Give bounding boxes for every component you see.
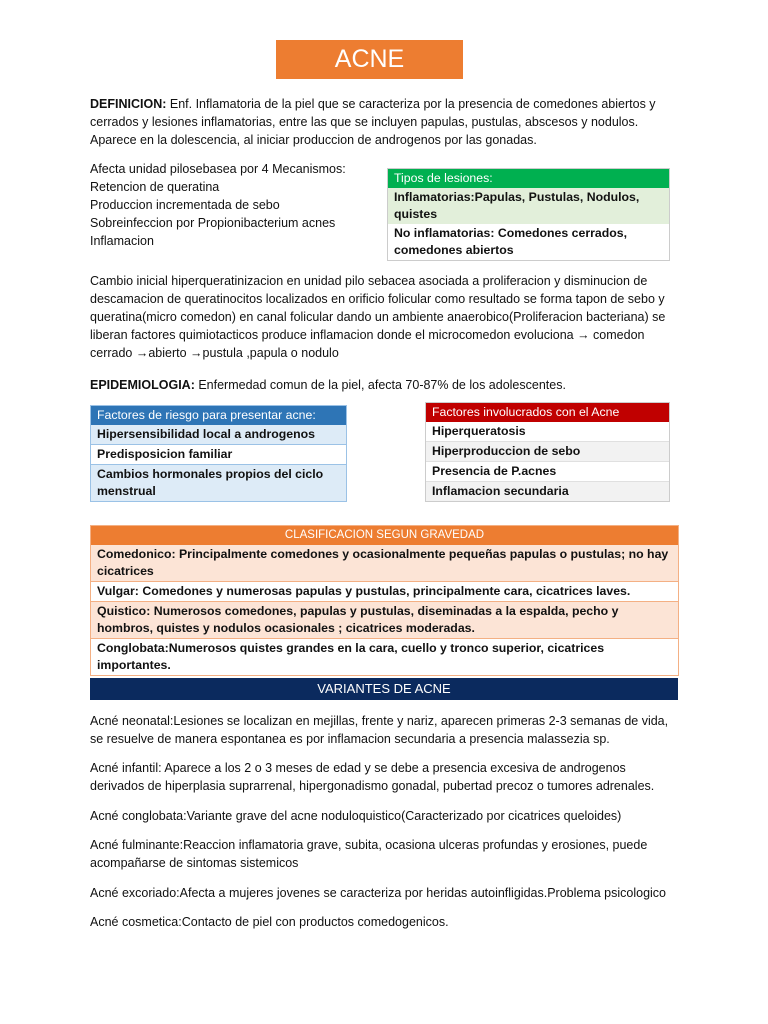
definition-paragraph	[90, 95, 680, 149]
variant-item	[90, 759, 680, 795]
risk-factor-row: Hipersensibilidad local a androgenos	[91, 425, 346, 445]
severity-table	[90, 525, 679, 676]
variant-text: Afecta a mujeres jovenes se caracteriza por heridas autoinfligidas.Problema psicologico	[179, 886, 667, 900]
variant-label: Acné cosmetica:	[90, 915, 182, 929]
variant-text: Contacto de piel con productos comedogenicos.	[181, 915, 449, 929]
variant-text: Lesiones se localizan en mejillas, frente y nariz, aparecen primeras 2-3 semanas de vida, se resuelve de manera espontanea es por inflamacion secundaria a presencia malassezia sp.	[90, 714, 669, 746]
mechanisms-block	[90, 160, 380, 250]
mechanism-item: Inflamacion	[90, 234, 154, 248]
risk-factor-row: Predisposicion familiar	[91, 445, 346, 465]
epidemiology-paragraph	[90, 376, 680, 394]
risk-factor-row: Cambios hormonales propios del ciclo menstrual	[91, 465, 346, 501]
involved-factor-row: Hiperqueratosis	[426, 422, 669, 442]
variant-item	[90, 807, 680, 825]
epidemiology-text: Enfermedad comun de la piel, afecta 70-87% de los adolescentes.	[194, 378, 566, 392]
severity-row: Quistico: Numerosos comedones, papulas y pustulas, diseminadas a la espalda, pecho y hombros, quistes y nodulos ocasionales ; cicatrices moderadas.	[91, 602, 678, 639]
epidemiology-label: EPIDEMIOLOGIA:	[90, 378, 195, 392]
variant-text: Variante grave del acne noduloquistico(Caracterizado por cicatrices queloides)	[186, 809, 622, 823]
severity-row: Vulgar: Comedones y numerosas papulas y pustulas, principalmente cara, cicatrices laves.	[91, 582, 678, 602]
lesion-type-row: Inflamatorias:Papulas, Pustulas, Nodulos, quistes	[388, 188, 669, 224]
risk-factors-table	[90, 405, 347, 502]
variant-label: Acné neonatal:	[90, 714, 174, 728]
lesion-types-header: Tipos de lesiones:	[388, 169, 669, 188]
variant-item	[90, 712, 680, 748]
variant-label: Acné infantil:	[90, 761, 162, 775]
variant-text: Aparece a los 2 o 3 meses de edad y se debe a presencia excesiva de androgenos derivados de hiperplasia suprarrenal, hipergonadismo gonadal, pubertad precoz o tumores adrenales.	[90, 761, 655, 793]
involved-factors-table	[425, 402, 670, 502]
severity-row: Conglobata:Numerosos quistes grandes en la cara, cuello y tronco superior, cicatrices importantes.	[91, 639, 678, 675]
involved-factors-header: Factores involucrados con el Acne	[426, 403, 669, 422]
variant-label: Acné fulminante:	[90, 838, 184, 852]
severity-row: Comedonico: Principalmente comedones y ocasionalmente pequeñas papulas o pustulas; no hay cicatrices	[91, 545, 678, 582]
page-title: ACNE	[276, 40, 463, 79]
variant-item	[90, 913, 680, 931]
involved-factor-row: Presencia de P.acnes	[426, 462, 669, 482]
variant-item	[90, 836, 680, 872]
mechanism-item: Produccion incrementada de sebo	[90, 198, 280, 212]
involved-factor-row: Hiperproduccion de sebo	[426, 442, 669, 462]
lesion-types-table	[387, 168, 670, 261]
definition-label: DEFINICION:	[90, 97, 167, 111]
variant-label: Acné excoriado:	[90, 886, 180, 900]
pathogenesis-paragraph: Cambio inicial hiperqueratinizacion en unidad pilo sebacea asociada a proliferacion y disminucion de descamacion de queratinocitos localizados en orificio folicular como resultado se forma tapon de sebo y queratina(micro comedon) en canal folicular dando un ambiente anaerobico(Proliferacion bacteriana) se liberan factores quimiotacticos produce inflamacion donde el microcomedon evoluciona → comedon cerrado →abierto →pustula ,papula o nodulo	[90, 274, 666, 360]
variant-label: Acné conglobata:	[90, 809, 187, 823]
involved-factor-row: Inflamacion secundaria	[426, 482, 669, 501]
mechanisms-heading: Afecta unidad pilosebasea por 4 Mecanismos:	[90, 162, 346, 176]
mechanism-item: Retencion de queratina	[90, 180, 220, 194]
risk-factors-header: Factores de riesgo para presentar acne:	[91, 406, 346, 425]
variant-item	[90, 884, 680, 902]
lesion-type-row: No inflamatorias: Comedones cerrados, comedones abiertos	[388, 224, 669, 260]
variant-text: Reaccion inflamatoria grave, subita, ocasiona ulceras profundas y erosiones, puede acompañarse de sintomas sistemicos	[90, 838, 648, 870]
variants-header: VARIANTES DE ACNE	[90, 678, 678, 700]
definition-text: Enf. Inflamatoria de la piel que se caracteriza por la presencia de comedones abiertos y cerrados y lesiones inflamatorias, entre las que se incluyen papulas, pustulas, abscesos y nodulos. Aparece en la dolescencia, al iniciar produccion de androgenos por las gonadas.	[90, 97, 656, 147]
severity-header: CLASIFICACION SEGUN GRAVEDAD	[91, 526, 678, 545]
mechanism-item: Sobreinfeccion por Propionibacterium acnes	[90, 216, 336, 230]
